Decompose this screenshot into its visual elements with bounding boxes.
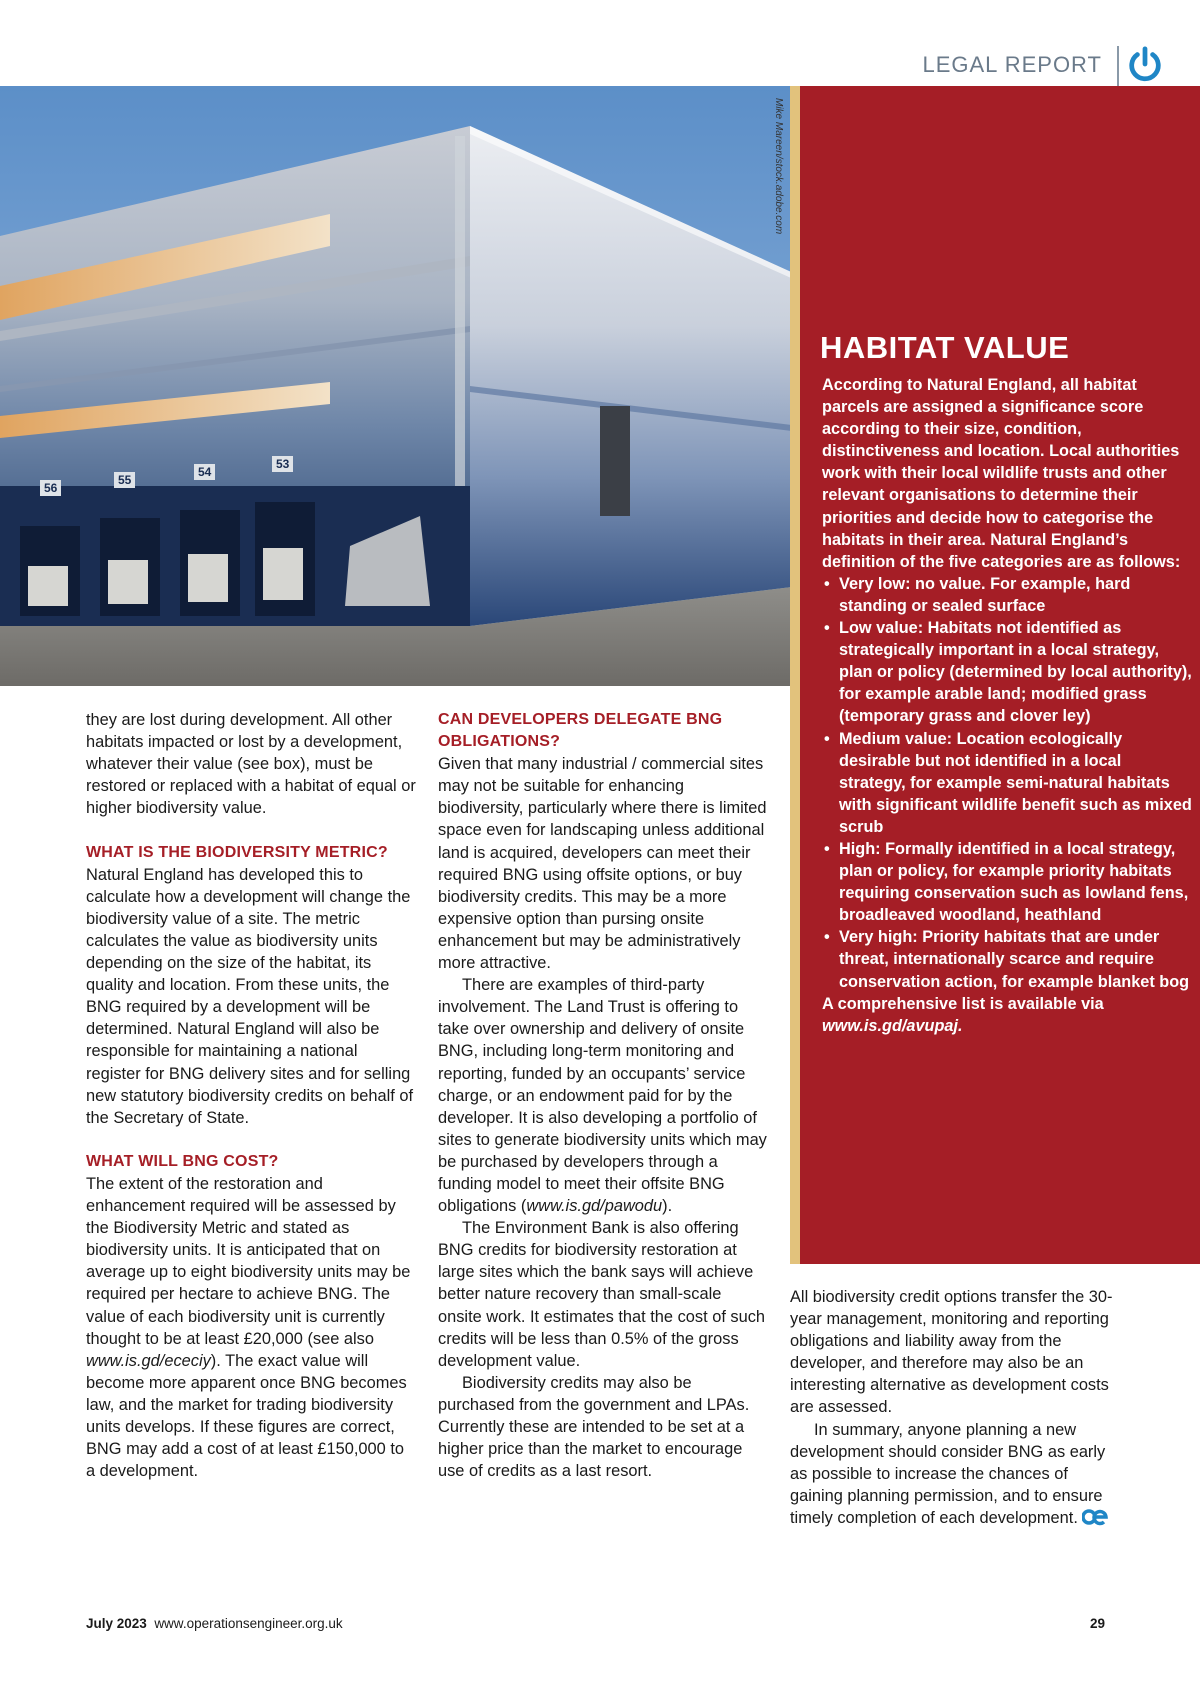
- subheading-metric: WHAT IS THE BIODIVERSITY METRIC?: [86, 843, 388, 861]
- paragraph-text: There are examples of third-party involvement. The Land Trust is offering to take over ownership and delivery of onsite BNG, including long-term monitoring and reporting, funded by an occupants’ service charge, or an endowment paid for by the developer. It is also developing a portfolio of sites to generate biodiversity units which may be purchased by developers through a funding model to meet their offsite BNG obligations (: [438, 976, 767, 1216]
- list-item: • High: Formally identified in a local strategy, plan or policy, for example priority habitats requiring conservation such as lowland fens, broadleaved woodland, heathland: [822, 838, 1192, 926]
- column-2: [438, 709, 768, 1482]
- box-outro: [822, 993, 1192, 1037]
- box-intro: According to Natural England, all habitat parcels are assigned a significance score according to their size, condition, distinctiveness and location. Local authorities work with their local wildlife trusts and other relevant organisations to determine their priorities and decide how to categorise the habitats in their area. Natural England’s definition of the five categories are as follows:: [822, 376, 1181, 571]
- paragraph-text: The extent of the restoration and enhancement required will be assessed by the Biodiversity Metric and stated as biodiversity units. It is anticipated that on average up to eight biodiversity units may be required per hectare to achieve BNG. The value of each biodiversity unit is currently thought to be at least £20,000 (see also: [86, 1174, 411, 1348]
- avupaj-link[interactable]: www.is.gd/avupaj.: [822, 1016, 963, 1035]
- pawodu-link[interactable]: www.is.gd/pawodu: [526, 1197, 663, 1216]
- power-icon: [1126, 46, 1164, 84]
- warehouse-photo: [0, 86, 800, 686]
- list-item: • Very high: Priority habitats that are under threat, internationally scarce and require conservation action, for example blanket bog: [822, 926, 1192, 992]
- photo-credit: Mike Mareen/stock.adobe.com: [773, 98, 784, 235]
- paragraph: Natural England has developed this to calculate how a development will change the biodiversity value of a site. The metric calculates the value as biodiversity units depending on the size of the habitat, its quality and location. From these units, the BNG required by a development will be determined. Natural England will also be responsible for maintaining a national register for BNG delivery sites and for selling new statutory biodiversity credits on behalf of the Secretary of State.: [86, 865, 414, 1127]
- accent-stripe: [790, 86, 800, 1264]
- paragraph: Given that many industrial / commercial sites may not be suitable for enhancing biodiversity, particularly where there is limited space even for landscaping unless additional land is acquired, developers can meet their required BNG using offsite options, or buy biodiversity credits. This may be a more expensive option than pursing onsite enhancement but may be administratively more attractive.: [438, 755, 767, 973]
- category-list: [822, 573, 1192, 993]
- dock-number: 54: [194, 464, 215, 480]
- box-title: HABITAT VALUE: [820, 330, 1070, 365]
- list-item: • Medium value: Location ecologically desirable but not identified in a local strategy, for example semi-natural habitats with significant wildlife benefit such as mixed scrub: [822, 728, 1192, 838]
- paragraph: Biodiversity credits may also be purchased from the government and LPAs. Currently these are intended to be set at a higher price than the market to encourage use of credits as a last resort.: [438, 1373, 750, 1481]
- issue-date: July 2023: [86, 1616, 147, 1631]
- paragraph: [438, 974, 768, 1217]
- oe-logo-icon: [1082, 1508, 1108, 1526]
- page-number: 29: [1090, 1616, 1106, 1631]
- dock-number: 55: [114, 472, 135, 488]
- paragraph-text: In summary, anyone planning a new development should consider BNG as early as possible to increase the chances of gaining planning permission, and to ensure timely completion of each development.: [790, 1420, 1106, 1527]
- section-label: LEGAL REPORT: [922, 52, 1102, 77]
- box-body: [822, 374, 1192, 1037]
- paragraph: they are lost during development. All other habitats impacted or lost by a development, whatever their value (see box), must be restored or replaced with a habitat of equal or higher biodiversity value.: [86, 711, 416, 818]
- list-item: • Very low: no value. For example, hard standing or sealed surface: [822, 573, 1192, 617]
- subheading-cost: WHAT WILL BNG COST?: [86, 1152, 279, 1170]
- paragraph-text: ).: [662, 1197, 673, 1216]
- paragraph: [790, 1419, 1120, 1529]
- paragraph: The Environment Bank is also offering BNG credits for biodiversity restoration at large sites which the bank says will achieve better nature recovery than small-scale onsite work. It estimates that the cost of such credits will be less than 0.5% of the gross development value.: [438, 1219, 766, 1370]
- column-3: [790, 1286, 1120, 1529]
- header-divider: [1117, 46, 1119, 86]
- ececiy-link[interactable]: www.is.gd/ececiy: [86, 1351, 211, 1370]
- list-item: • Low value: Habitats not identified as strategically important in a local strategy, plan or policy (determined by local authority), for example arable land; modified grass (temporary grass and clover ley): [822, 617, 1192, 727]
- habitat-value-box: [800, 86, 1200, 1264]
- footer-info: [86, 1616, 343, 1631]
- paragraph: [86, 1173, 416, 1482]
- subheading-delegate: CAN DEVELOPERS DELEGATE BNG OBLIGATIONS?: [438, 711, 723, 751]
- dock-number: 53: [272, 456, 293, 472]
- paragraph: All biodiversity credit options transfer the 30-year management, monitoring and reporting obligations and liability away from the developer, and therefore may also be an interesting alternative as development costs are assessed.: [790, 1288, 1113, 1417]
- box-outro-text: A comprehensive list is available via: [822, 994, 1104, 1013]
- footer-url[interactable]: www.operationsengineer.org.uk: [154, 1616, 343, 1631]
- paragraph-text: ). The exact value will become more apparent once BNG becomes law, and the market for trading biodiversity units develops. If these figures are correct, BNG may add a cost of at least £150,000 to a development.: [86, 1351, 407, 1481]
- column-1: [86, 709, 416, 1482]
- dock-number: 56: [40, 480, 61, 496]
